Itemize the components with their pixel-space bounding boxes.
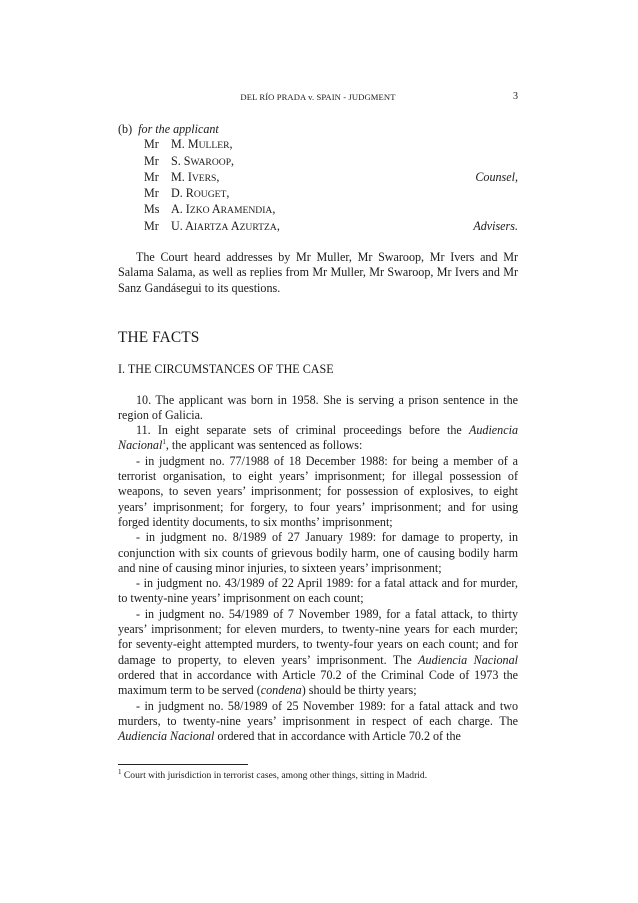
list-item: [118, 170, 518, 186]
rep-role: [417, 154, 518, 170]
section-heading: THE FACTS: [118, 328, 200, 346]
rep-title: Mr: [144, 186, 159, 201]
rep-title: Mr: [144, 169, 159, 184]
representatives-list: [118, 137, 518, 235]
rep-name: D. ROUGET,: [171, 186, 230, 201]
list-item: [118, 219, 518, 235]
judgment-item-2: - in judgment no. 8/1989 of 27 January 1989: for damage to property, in conjunction with six counts of grievous bodily harm, one of causing bodily harm and nine of causing minor injuries, to sixteen years’ imprisonment;: [118, 530, 518, 575]
rep-name: U. AIARTZA AZURTZA,: [171, 218, 280, 233]
court-name: Audiencia Nacional: [118, 423, 518, 453]
judgment-item-4: - in judgment no. 54/1989 of 7 November 1989, for a fatal attack, to thirty years’ imprisonment; for eleven murders, to twenty-nine years for each murder; for seventy-eight attempted murders, to twenty-four years on each count; and for damage to property, to eleven years’ imprisonment. The Audiencia Nacional ordered that in accordance with Article 70.2 of the Criminal Code of 1973 the maximum term to be served (condena) should be thirty years;: [118, 606, 518, 698]
list-item: [118, 154, 518, 170]
rep-role: [417, 202, 518, 218]
rep-role: [417, 137, 518, 153]
footnote-number: 1: [118, 767, 122, 776]
representatives-label: (b): [118, 122, 133, 136]
footnote-text: Court with jurisdiction in terrorist cases, among other things, sitting in Madrid.: [121, 770, 428, 781]
representatives-heading: [118, 122, 518, 137]
rep-name: M. MULLER,: [171, 137, 233, 152]
rep-title: Mr: [144, 218, 159, 233]
rep-role-advisers: Advisers.: [473, 218, 518, 233]
judgment-item-1: - in judgment no. 77/1988 of 18 December 1988: for being a member of a terrorist organisation, to eight years’ imprisonment; for illegal possession of weapons, to seven years’ imprisonment; for possession of explosives, to eight years’ imprisonment; for forgery, to four years’ imprisonment; and for using forged identity documents, to six months’ imprisonment;: [118, 453, 518, 529]
rep-role: [417, 186, 518, 202]
footnote-ref: 1: [162, 438, 166, 447]
subsection-heading: I. THE CIRCUMSTANCES OF THE CASE: [118, 361, 334, 376]
rep-name: S. SWAROOP,: [171, 153, 235, 168]
running-header: [118, 92, 518, 106]
representatives-heading-text: for the applicant: [138, 122, 219, 136]
footnote: [118, 767, 518, 782]
list-item: [118, 137, 518, 153]
judgment-item-3: - in judgment no. 43/1989 of 22 April 1989: for a fatal attack and for murder, to twenty-nine years’ imprisonment on each count;: [118, 576, 518, 606]
running-title: DEL RÍO PRADA v. SPAIN - JUDGMENT: [240, 92, 396, 102]
rep-title: Mr: [144, 153, 159, 168]
rep-name: A. IZKO ARAMENDIA,: [171, 202, 276, 217]
footnote-divider: [118, 764, 248, 765]
rep-role-counsel: Counsel,: [475, 169, 518, 184]
hearing-paragraph: The Court heard addresses by Mr Muller, Mr Swaroop, Mr Ivers and Mr Salama Salama, as well as replies from Mr Muller, Mr Swaroop, Mr Ivers and Mr Sanz Gandásegui to its questions.: [118, 250, 518, 295]
rep-name: M. IVERS,: [171, 169, 220, 184]
paragraph-11: 11. In eight separate sets of criminal proceedings before the Audiencia Nacional$^1$, the applicant was sentenced as follows:: [118, 423, 518, 453]
rep-title: Ms: [144, 202, 160, 217]
rep-title: Mr: [144, 137, 159, 152]
list-item: [118, 186, 518, 202]
list-item: [118, 202, 518, 218]
paragraph-10: 10. The applicant was born in 1958. She is serving a prison sentence in the region of Galicia.: [118, 392, 518, 422]
body-text: [118, 122, 518, 744]
judgment-item-5: - in judgment no. 58/1989 of 25 November 1989: for a fatal attack and two murders, to twenty-nine years’ imprisonment in respect of each charge. The Audiencia Nacional ordered that in accordance with Article 70.2 of the: [118, 698, 518, 744]
page-number: 3: [513, 91, 518, 102]
